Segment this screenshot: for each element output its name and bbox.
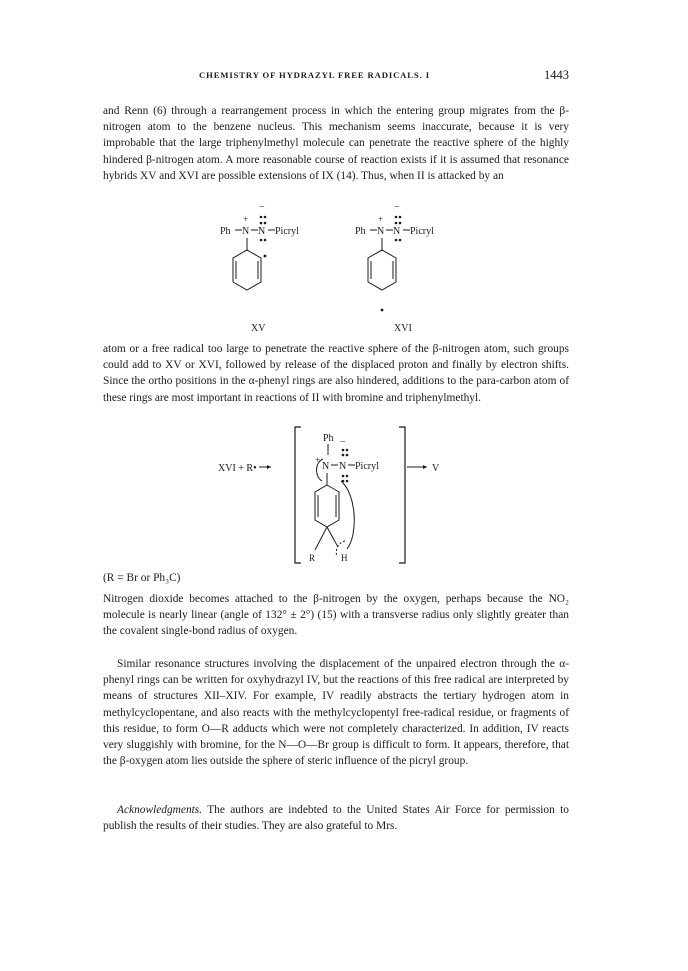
xvi-lone-pair-dot bbox=[395, 239, 398, 242]
paragraph-4-text: Similar resonance structures involving the displacement of the unpaired electron through the α-phenyl rings can be written for oxyhydrazyl IV, but the reactions of this free radical are interpreted by means of structures XII–XIV. For example, IV readily abstracts the tertiary hydrogen atom in methylcyclopentane, and also reacts with the methylcyclopentyl free-radical residue, or fragments of this residue, to form O—R adducts which were not completely characterized. In addition, IV reacts very sluggishly with bromine, for the N—O—Br group is difficult to form. It appears, therefore, that the β-oxygen atom lies outside the sphere of steric influence of the picryl group. bbox=[103, 658, 569, 768]
xv-radical-dot bbox=[264, 255, 267, 258]
xv-n-beta: N bbox=[258, 226, 266, 237]
paragraph-3-text: Nitrogen dioxide becomes attached to the β-nitrogen by the oxygen, perhaps because the NO₂ molecule is nearly linear (angle of 132° ± 2°) (15) with a transverse radius only slightly greater than the covalent single-bond radius of oxygen. bbox=[103, 593, 569, 638]
scheme-lone-pair-dot bbox=[342, 449, 345, 452]
paragraph-3 bbox=[103, 591, 569, 640]
paragraph-1-text: and Renn (6) through a rearrangement process in which the entering group migrates from the β-nitrogen atom to the benzene nucleus. This mechanism seems inaccurate, because it is very improbable that the large triphenylmethyl molecule can penetrate the reactive sphere of the highly hindered β-nitrogen atom. A more reasonable course of reaction exists if it is assumed that resonance hybrids XV and XVI are possible extensions of IX (14). Thus, when II is attacked by an bbox=[103, 105, 569, 182]
xvi-picryl: Picryl bbox=[410, 226, 434, 237]
scheme-lone-pair-dot bbox=[346, 449, 349, 452]
xvi-label: XVI bbox=[394, 323, 412, 334]
scheme-arrowhead bbox=[267, 465, 271, 469]
xvi-n-alpha: N bbox=[377, 226, 385, 237]
c-r-bond bbox=[315, 527, 327, 550]
c-h-bond bbox=[327, 527, 338, 547]
running-title: CHEMISTRY OF HYDRAZYL FREE RADICALS. I bbox=[199, 70, 430, 80]
xvi-lone-pair-dot bbox=[395, 222, 398, 225]
scheme-n-beta: N bbox=[339, 461, 347, 472]
xv-lone-pair-dot bbox=[260, 239, 263, 242]
paragraph-2-text: atom or a free radical too large to penetrate the reactive sphere of the β-nitrogen atom, such groups could add to XV or XVI, followed by release of the displaced proton and finally by electron shifts. Since the ortho positions in the α-phenyl rings are also hindered, additions to the para-carbon atom of these rings are most important in reactions of II with bromine and triphenylmethyl. bbox=[103, 343, 569, 404]
scheme-h-label: H bbox=[341, 553, 348, 563]
scheme-n-alpha: N bbox=[322, 461, 330, 472]
scheme-picryl: Picryl bbox=[355, 461, 379, 472]
scheme-arrowhead bbox=[423, 465, 427, 469]
paragraph-5-text bbox=[103, 802, 569, 834]
scheme-lone-pair-dot bbox=[346, 454, 349, 457]
paragraph-4 bbox=[103, 656, 569, 769]
scheme-ph-label: Ph bbox=[323, 433, 334, 444]
scheme-product: V bbox=[432, 463, 440, 474]
r-definition bbox=[103, 570, 569, 586]
scheme-r-label: R bbox=[309, 553, 316, 563]
xvi-lone-pair-dot bbox=[399, 222, 402, 225]
structure-xvi bbox=[355, 202, 434, 334]
structure-xv bbox=[220, 202, 299, 334]
xvi-n-beta: N bbox=[393, 226, 401, 237]
r-definition-text: (R = Br or Ph₃C) bbox=[103, 572, 181, 584]
xvi-plus: + bbox=[378, 214, 384, 224]
xv-lone-pair-dot bbox=[264, 222, 267, 225]
scheme-reactant: XVI + R• bbox=[218, 463, 257, 474]
resonance-structures-xv-xvi bbox=[190, 198, 490, 338]
scheme-minus: − bbox=[340, 437, 346, 448]
xv-label: XV bbox=[251, 323, 266, 334]
acknowledgments-text: The authors are indebted to the United States Air Force for permission to publish the results of their studies. They are also grateful to Mrs. bbox=[103, 804, 569, 833]
xvi-benzene-ring bbox=[368, 250, 396, 290]
xv-lone-pair-dot bbox=[260, 216, 263, 219]
paragraph-2 bbox=[103, 341, 569, 406]
scheme-lone-pair-dot bbox=[346, 480, 349, 483]
xv-lone-pair-dot bbox=[264, 239, 267, 242]
xv-ph-label: Ph bbox=[220, 226, 231, 237]
left-bracket bbox=[295, 427, 301, 563]
scheme-lone-pair-dot bbox=[346, 475, 349, 478]
right-bracket bbox=[399, 427, 405, 563]
xv-benzene-ring bbox=[233, 250, 261, 290]
xvi-ph-label: Ph bbox=[355, 226, 366, 237]
xv-lone-pair-dot bbox=[264, 216, 267, 219]
addition-reaction-scheme bbox=[215, 425, 475, 573]
paragraph-1 bbox=[103, 103, 569, 184]
scheme-lone-pair-dot bbox=[342, 475, 345, 478]
xvi-lone-pair-dot bbox=[399, 239, 402, 242]
page-header bbox=[103, 70, 569, 86]
electron-shift-curve bbox=[341, 481, 354, 549]
scheme-plus: + bbox=[315, 455, 321, 465]
xv-picryl: Picryl bbox=[275, 226, 299, 237]
xvi-lone-pair-dot bbox=[395, 216, 398, 219]
xvi-minus: − bbox=[394, 202, 400, 213]
xv-lone-pair-dot bbox=[260, 222, 263, 225]
scheme-benzene-ring bbox=[315, 485, 339, 527]
xv-n-alpha: N bbox=[242, 226, 250, 237]
xv-minus: − bbox=[259, 202, 265, 213]
acknowledgments-heading: Acknowledgments. bbox=[117, 804, 203, 816]
xv-plus: + bbox=[243, 214, 249, 224]
scheme-lone-pair-dot bbox=[342, 454, 345, 457]
xvi-lone-pair-dot bbox=[399, 216, 402, 219]
page-number: 1443 bbox=[544, 68, 569, 82]
paragraph-5 bbox=[103, 802, 569, 834]
xvi-radical-dot bbox=[381, 309, 384, 312]
